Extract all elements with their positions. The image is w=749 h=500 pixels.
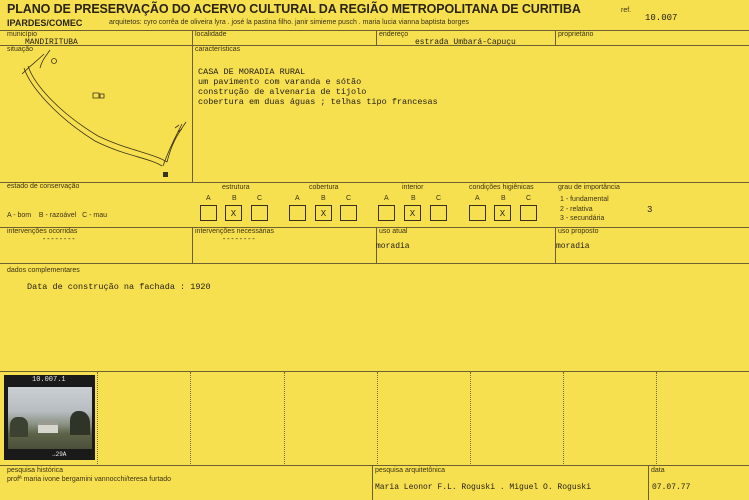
higienicas-box-a[interactable] — [469, 205, 486, 221]
photo-number: 10.007.1 — [32, 376, 66, 384]
cobertura-box-c[interactable] — [340, 205, 357, 221]
cobertura-box-b[interactable]: X — [315, 205, 332, 221]
interior-letter-b: B — [411, 195, 416, 202]
higienicas-letter-a: A — [475, 195, 480, 202]
uso-proposto-label: uso proposto — [558, 228, 599, 235]
higienicas-letter-c: C — [526, 195, 532, 202]
higienicas-letter-b: B — [501, 195, 506, 202]
localidade-label: localidade — [195, 31, 227, 38]
road-line-1 — [24, 68, 162, 166]
photo-image — [8, 387, 92, 449]
uso-proposto-value: moradia — [556, 242, 590, 251]
estrutura-title: estrutura — [222, 184, 250, 191]
importancia-option-3: 3 - secundária — [560, 215, 605, 222]
cobertura-letter-c: C — [346, 195, 352, 202]
side-road — [22, 54, 44, 74]
higienicas-title: condições higiênicas — [469, 184, 534, 191]
conservacao-label: estado de conservação — [7, 183, 80, 190]
interior-title: interior — [402, 184, 424, 191]
photo-code: →29A — [52, 451, 67, 458]
ocorridas-label: intervenções ocorridas — [7, 228, 78, 235]
higienicas-box-c[interactable] — [520, 205, 537, 221]
divider-map — [192, 45, 193, 182]
data-value: 07.07.77 — [652, 483, 691, 492]
org-name: IPARDES/COMEC — [7, 18, 83, 28]
curve-road — [163, 122, 186, 166]
interior-box-b[interactable]: X — [404, 205, 421, 221]
photo-divider-4 — [377, 372, 378, 464]
rule-conservacao — [0, 227, 749, 228]
divider-loc-2 — [376, 30, 377, 45]
estrutura-letter-b: B — [232, 195, 237, 202]
necessarias-label: intervenções necessárias — [195, 228, 274, 235]
situacao-label: situação — [7, 46, 34, 53]
estrutura-box-b[interactable]: X — [225, 205, 242, 221]
endereco-label: endereço — [379, 31, 409, 38]
municipio-label: município — [7, 31, 37, 38]
interior-box-a[interactable] — [378, 205, 395, 221]
road-line-2 — [28, 66, 167, 162]
endereco-value: estrada Umbará-Capuçu — [415, 38, 516, 47]
divider-loc-1 — [192, 30, 193, 45]
importancia-value: 3 — [647, 205, 653, 215]
form-title: PLANO DE PRESERVAÇÃO DO ACERVO CULTURAL DA REGIÃO METROPOLITANA DE CURITIBA — [7, 2, 581, 16]
cobertura-box-a[interactable] — [289, 205, 306, 221]
caracteristica-line-4: cobertura em duas águas ; telhas tipo francesas — [198, 97, 438, 107]
higienicas-box-b[interactable]: X — [494, 205, 511, 221]
interior-letter-c: C — [436, 195, 442, 202]
municipio-value: MANDIRITUBA — [25, 38, 78, 47]
importancia-option-2: 2 - relativa — [560, 206, 593, 213]
uso-atual-label: uso atual — [379, 228, 408, 235]
divider-int-1 — [192, 227, 193, 263]
photo-divider-1 — [97, 372, 98, 464]
cobertura-letter-b: B — [321, 195, 326, 202]
estrutura-box-c[interactable] — [251, 205, 268, 221]
importancia-option-1: 1 - fundamental — [560, 196, 609, 203]
situation-map — [0, 46, 192, 182]
divider-loc-3 — [555, 30, 556, 45]
pesquisa-arquitetonica-value: Maria Leonor F.L. Roguski . Miguel O. Roguski — [375, 483, 592, 492]
importancia-title: grau de importância — [558, 184, 620, 191]
pesquisa-historica-value: profª maria ivone bergamini vannocchi/teresa furtado — [7, 476, 172, 483]
photo-frame — [4, 375, 95, 460]
photo-divider-7 — [656, 372, 657, 464]
dados-label: dados complementares — [7, 267, 80, 274]
rule-caracteristicas — [0, 182, 749, 183]
caracteristica-line-2: um pavimento com varanda e sótão — [198, 77, 362, 87]
estrutura-letter-c: C — [257, 195, 263, 202]
ocorridas-value: -------- — [42, 236, 76, 244]
rule-header — [0, 30, 749, 31]
divider-footer-1 — [372, 465, 373, 500]
estrutura-box-a[interactable] — [200, 205, 217, 221]
rule-intervencoes — [0, 263, 749, 264]
dados-text: Data de construção na fachada : 1920 — [27, 282, 211, 292]
proprietario-label: proprietário — [558, 31, 594, 38]
ref-value: 10.007 — [645, 13, 678, 23]
divider-footer-2 — [648, 465, 649, 500]
interior-letter-a: A — [384, 195, 389, 202]
site-marker — [163, 172, 168, 177]
cobertura-title: cobertura — [309, 184, 339, 191]
photo-divider-6 — [563, 372, 564, 464]
caracteristicas-label: características — [195, 46, 241, 53]
estrutura-letter-a: A — [206, 195, 211, 202]
cobertura-letter-a: A — [295, 195, 300, 202]
side-road-2 — [40, 50, 50, 68]
rule-photos — [0, 465, 749, 466]
pesquisa-arquitetonica-label: pesquisa arquitetônica — [375, 467, 446, 474]
caracteristica-line-3: construção de alvenaria de tijolo — [198, 87, 367, 97]
interior-box-c[interactable] — [430, 205, 447, 221]
necessarias-value: -------- — [222, 236, 256, 244]
ref-label: ref. — [621, 7, 632, 14]
pesquisa-historica-label: pesquisa histórica — [7, 467, 64, 474]
caracteristica-line-1: CASA DE MORADIA RURAL — [198, 67, 306, 77]
uso-atual-value: moradia — [376, 242, 410, 251]
architects-line: arquitetos: cyro corrêa de oliveira lyra . josé la pastina filho. janir simieme pusch . maria lucia vianna baptista borges — [109, 19, 469, 26]
photo-divider-3 — [284, 372, 285, 464]
photo-divider-5 — [470, 372, 471, 464]
data-label: data — [651, 467, 665, 474]
conservacao-legend: A - bom B - razoável C - mau — [7, 212, 107, 219]
photo-divider-2 — [190, 372, 191, 464]
rule-dados — [0, 371, 749, 372]
